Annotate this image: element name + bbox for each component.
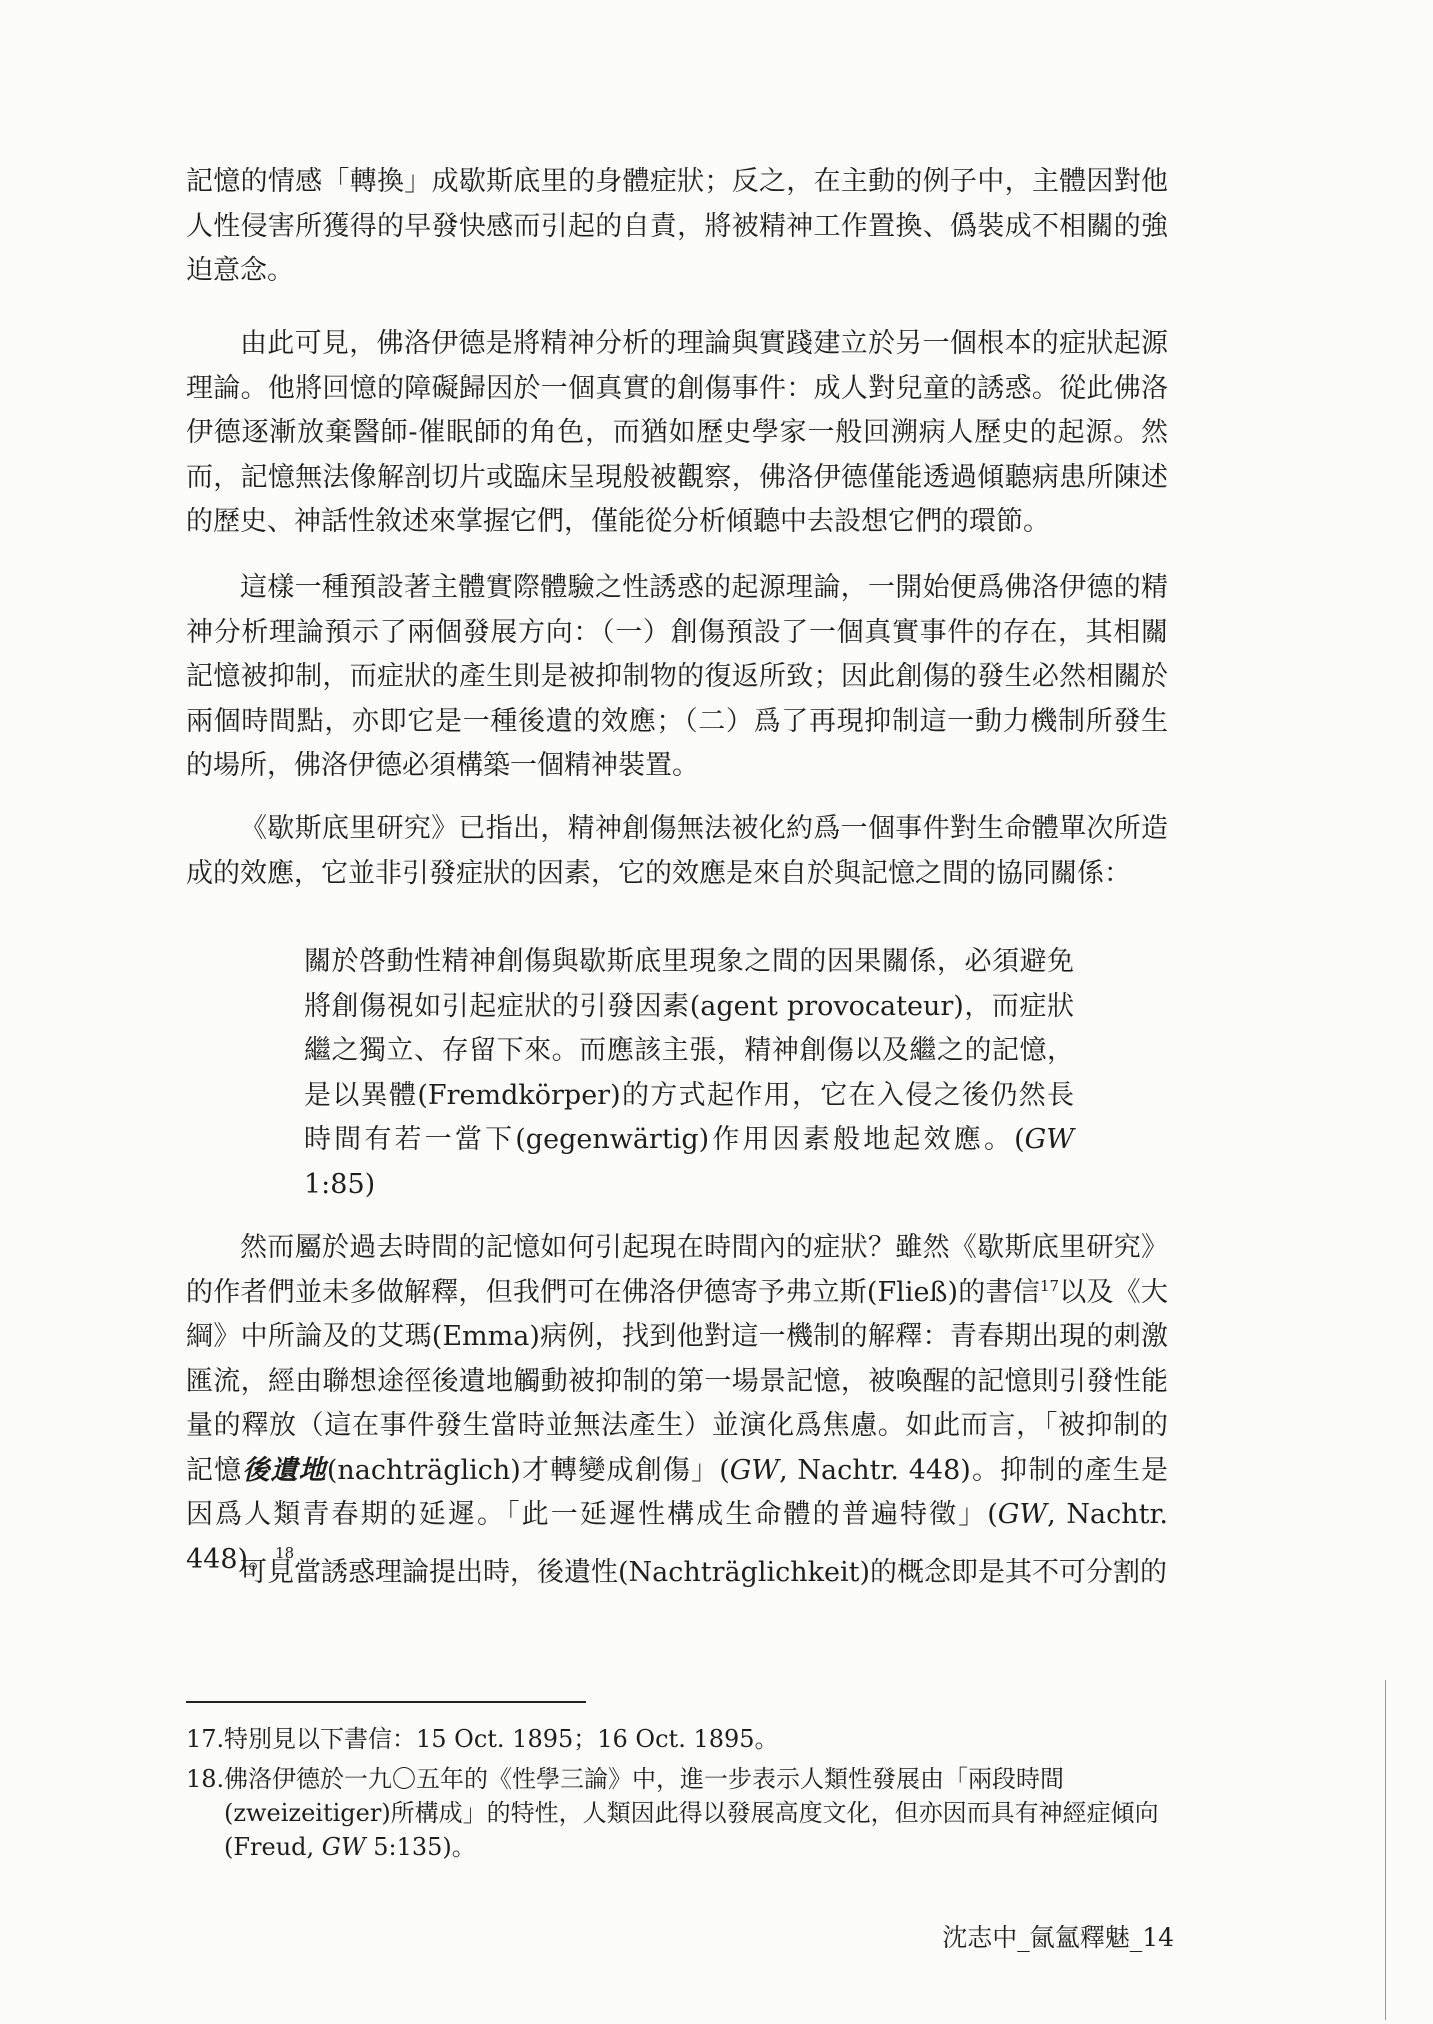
quote-citation-abbr: GW: [1024, 1124, 1074, 1155]
footnote-ref-17: 17: [1039, 1276, 1060, 1295]
paragraph-1: [186, 160, 1168, 294]
paragraph-1-text: 記憶的情感「轉換」成歇斯底里的身體症狀；反之，在主動的例子中，主體因對他人性侵害所獲得的早發快感而引起的自責，將被精神工作置換、僞裝成不相關的強迫意念。: [186, 166, 1168, 286]
paragraph-5-part-e: , Nachtr. 448)。: [186, 1499, 1168, 1575]
footnote-18-number: 18.: [186, 1765, 225, 1793]
footnote-18-citation-location: 5:135)。: [365, 1833, 476, 1861]
paragraph-5-part-a: 然而屬於過去時間的記憶如何引起現在時間內的症狀？雖然《歇斯底里研究》的作者們並未多做解釋，但我們可在佛洛伊德寄予弗立斯(Fließ)的書信: [186, 1232, 1168, 1308]
footnote-17-number: 17.: [186, 1725, 225, 1753]
footnote-17: [186, 1722, 1176, 1756]
footnote-18-citation-abbr: GW: [321, 1833, 366, 1861]
paragraph-2: [186, 322, 1168, 545]
paragraph-3: [186, 566, 1168, 789]
paragraph-3-text: 這樣一種預設著主體實際體驗之性誘惑的起源理論，一開始便爲佛洛伊德的精神分析理論預示了兩個發展方向：（一）創傷預設了一個真實事件的存在，其相關記憶被抑制，而症狀的產生則是被抑制物的復返所致；因此創傷的發生必然相關於兩個時間點，亦即它是一種後遺的效應；（二）爲了再現抑制這一動力機制所發生的場所，佛洛伊德必須構築一個精神裝置。: [186, 572, 1168, 781]
quote-citation-location: 1:85): [304, 1168, 376, 1200]
paragraph-5-part-d: , Nachtr. 448)。抑制的產生是因爲人類青春期的延遲。「此一延遲性構成生命體的普遍特徵」(: [186, 1454, 1169, 1530]
footnote-18: [186, 1762, 1176, 1864]
footnote-ref-18: 18: [275, 1543, 295, 1562]
footnote-18-text: 佛洛伊德於一九〇五年的《性學三論》中，進一步表示人類性發展由「兩段時間(zweizeitiger)所構成」的特性，人類因此得以發展高度文化，但亦因而具有神經症傾向(Freud,: [224, 1765, 1159, 1861]
paragraph-5-part-b: 以及《大綱》中所論及的艾瑪(Emma)病例，找到他對這一機制的解釋：青春期出現的刺激匯流，經由聯想途徑後遺地觸動被抑制的第一場景記憶，被喚醒的記憶則引發性能量的釋放（這在事件發生當時並無法產生）並演化爲焦慮。如此而言，「被抑制的記憶: [186, 1276, 1168, 1486]
paragraph-6-text: 可見當誘惑理論提出時，後遺性(Nachträglichkeit)的概念即是其不可分割的: [240, 1557, 1168, 1588]
page-footer: 沈志中_氤氳釋魅_14: [942, 1923, 1174, 1952]
footnote-18-text-wrap: [224, 1762, 1172, 1864]
paragraph-6: [186, 1551, 1168, 1596]
emphasis-nachtraeglich: 後遺地: [242, 1454, 327, 1486]
block-quote: [304, 940, 1074, 1207]
paragraph-4: [186, 807, 1168, 896]
paragraph-5: [186, 1226, 1168, 1582]
scan-edge-line: [1385, 1680, 1386, 2020]
paragraph-5-text: [186, 1226, 1168, 1582]
citation-gw-1: GW: [729, 1454, 780, 1486]
paragraph-5-part-c: (nachträglich)才轉變成創傷」(: [326, 1454, 730, 1486]
footnote-17-text: 特別見以下書信：15 Oct. 1895；16 Oct. 1895。: [224, 1725, 779, 1753]
paragraph-4-text: 《歇斯底里研究》已指出，精神創傷無法被化約爲一個事件對生命體單次所造成的效應，它並非引發症狀的因素，它的效應是來自於與記憶之間的協同關係：: [186, 813, 1168, 889]
citation-gw-2: GW: [997, 1499, 1048, 1530]
footnote-divider: [186, 1701, 586, 1703]
block-quote-text: 關於啓動性精神創傷與歇斯底里現象之間的因果關係，必須避免將創傷視如引起症狀的引發因素(agent provocateur)，而症狀繼之獨立、存留下來。而應該主張，精神創傷以及繼之的記憶，是以異體(Fremdkörper)的方式起作用，它在入侵之後仍然長時間有若一當下(gegenwärtig)作用因素般地起效應。(: [304, 946, 1074, 1155]
paragraph-2-text: 由此可見，佛洛伊德是將精神分析的理論與實踐建立於另一個根本的症狀起源理論。他將回憶的障礙歸因於一個真實的創傷事件：成人對兒童的誘惑。從此佛洛伊德逐漸放棄醫師-催眠師的角色，而猶如歷史學家一般回溯病人歷史的起源。然而，記憶無法像解剖切片或臨床呈現般被觀察，佛洛伊德僅能透過傾聽病患所陳述的歷史、神話性敘述來掌握它們，僅能從分析傾聽中去設想它們的環節。: [186, 328, 1168, 537]
